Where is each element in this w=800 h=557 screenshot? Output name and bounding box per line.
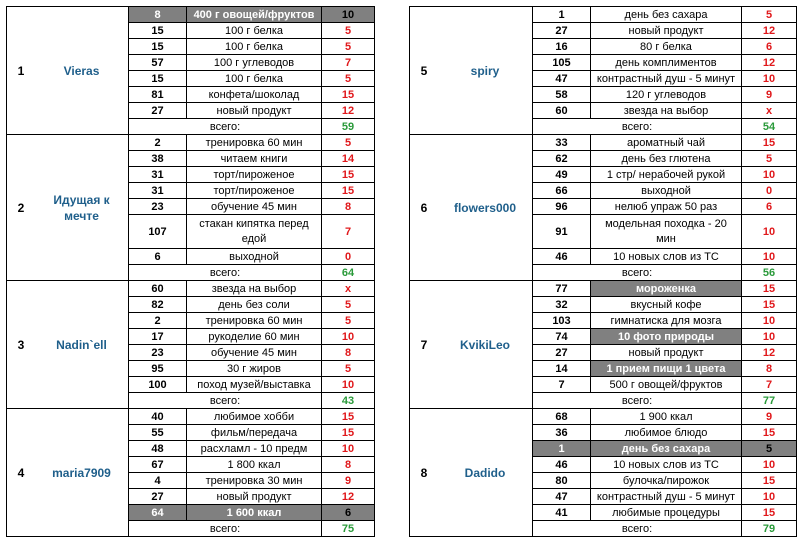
participant-name: Идущая к мечте — [53, 192, 110, 223]
task-points: 8 — [322, 199, 375, 215]
task-code: 2 — [129, 135, 187, 151]
task-name: нелюб упраж 50 раз — [591, 199, 742, 215]
task-name: фильм/передача — [187, 425, 322, 441]
task-name: поход музей/выставка — [187, 377, 322, 393]
participant-number: 5 — [420, 63, 428, 78]
task-code: 27 — [533, 23, 591, 39]
task-points: 5 — [322, 39, 375, 55]
task-code: 47 — [533, 71, 591, 87]
task-name: день без сахара — [591, 441, 742, 457]
participant-number: 3 — [17, 337, 25, 352]
task-points: 10 — [742, 329, 797, 345]
task-code: 47 — [533, 489, 591, 505]
participant-cell — [7, 409, 129, 537]
task-name: звезда на выбор — [591, 103, 742, 119]
task-name: 1 600 ккал — [187, 505, 322, 521]
task-code: 80 — [533, 473, 591, 489]
task-row — [410, 7, 797, 23]
task-points: 7 — [742, 377, 797, 393]
task-code: 95 — [129, 361, 187, 377]
total-value: 43 — [322, 393, 375, 409]
task-points: 10 — [742, 215, 797, 249]
task-points: 10 — [322, 7, 375, 23]
task-name: мороженка — [591, 281, 742, 297]
task-points: 15 — [742, 135, 797, 151]
task-code: 1 — [533, 7, 591, 23]
participant-name: maria7909 — [52, 465, 111, 480]
total-value: 77 — [742, 393, 797, 409]
task-code: 57 — [129, 55, 187, 71]
task-name: тренировка 60 мин — [187, 135, 322, 151]
task-code: 60 — [533, 103, 591, 119]
task-points: 6 — [742, 199, 797, 215]
task-points: 7 — [322, 215, 375, 249]
task-name: 10 новых слов из ТС — [591, 249, 742, 265]
participant-name: flowers000 — [453, 200, 517, 215]
task-code: 6 — [129, 249, 187, 265]
task-code: 46 — [533, 249, 591, 265]
task-name: 100 г белка — [187, 23, 322, 39]
task-name: тренировка 60 мин — [187, 313, 322, 329]
task-name: вкусный кофе — [591, 297, 742, 313]
task-name: торт/пироженое — [187, 167, 322, 183]
task-code: 40 — [129, 409, 187, 425]
total-label: всего: — [533, 521, 742, 537]
participant-name: Vieras — [63, 63, 100, 78]
task-name: 10 фото природы — [591, 329, 742, 345]
task-code: 91 — [533, 215, 591, 249]
task-points: 14 — [322, 151, 375, 167]
task-name: 1 900 ккал — [591, 409, 742, 425]
participant-cell — [7, 7, 129, 135]
participant-name: Dadido — [464, 465, 506, 480]
task-points: x — [742, 103, 797, 119]
task-code: 4 — [129, 473, 187, 489]
participant-cell — [410, 409, 533, 537]
task-name: 10 новых слов из ТС — [591, 457, 742, 473]
task-row — [7, 7, 375, 23]
task-code: 23 — [129, 199, 187, 215]
total-label: всего: — [129, 265, 322, 281]
task-points: 5 — [322, 313, 375, 329]
task-name: рукоделие 60 мин — [187, 329, 322, 345]
total-label: всего: — [129, 119, 322, 135]
task-name: обучение 45 мин — [187, 345, 322, 361]
task-code: 55 — [129, 425, 187, 441]
task-code: 103 — [533, 313, 591, 329]
task-code: 100 — [129, 377, 187, 393]
task-name: день без сахара — [591, 7, 742, 23]
task-name: день комплиментов — [591, 55, 742, 71]
task-points: 5 — [322, 135, 375, 151]
task-name: новый продукт — [591, 23, 742, 39]
task-code: 32 — [533, 297, 591, 313]
participant-number: 1 — [17, 63, 25, 78]
task-name: любимое блюдо — [591, 425, 742, 441]
participant-number: 8 — [420, 465, 428, 480]
task-points: 15 — [322, 183, 375, 199]
task-points: 15 — [742, 425, 797, 441]
task-name: ароматный чай — [591, 135, 742, 151]
task-code: 67 — [129, 457, 187, 473]
participant-name: KvikiLeo — [459, 337, 510, 352]
task-code: 2 — [129, 313, 187, 329]
task-code: 1 — [533, 441, 591, 457]
task-code: 15 — [129, 71, 187, 87]
task-code: 36 — [533, 425, 591, 441]
task-name: новый продукт — [591, 345, 742, 361]
task-code: 49 — [533, 167, 591, 183]
task-name: обучение 45 мин — [187, 199, 322, 215]
task-points: 12 — [742, 23, 797, 39]
task-code: 31 — [129, 167, 187, 183]
task-name: 500 г овощей/фруктов — [591, 377, 742, 393]
task-points: 5 — [742, 7, 797, 23]
task-name: 100 г белка — [187, 39, 322, 55]
task-code: 33 — [533, 135, 591, 151]
total-label: всего: — [533, 265, 742, 281]
task-code: 15 — [129, 23, 187, 39]
task-points: 5 — [322, 297, 375, 313]
task-points: 15 — [322, 409, 375, 425]
participant-name: Nadin`ell — [56, 337, 107, 352]
total-value: 79 — [742, 521, 797, 537]
task-points: 8 — [742, 361, 797, 377]
task-name: контрастный душ - 5 минут — [591, 71, 742, 87]
scoreboard-left — [6, 6, 375, 537]
task-code: 31 — [129, 183, 187, 199]
task-points: 15 — [322, 167, 375, 183]
task-name: день без соли — [187, 297, 322, 313]
task-name: 1 800 ккал — [187, 457, 322, 473]
task-points: x — [322, 281, 375, 297]
task-code: 74 — [533, 329, 591, 345]
task-points: 7 — [322, 55, 375, 71]
task-code: 15 — [129, 39, 187, 55]
task-row — [410, 135, 797, 151]
task-code: 62 — [533, 151, 591, 167]
task-name: тренировка 30 мин — [187, 473, 322, 489]
task-points: 6 — [742, 39, 797, 55]
total-label: всего: — [129, 393, 322, 409]
task-points: 10 — [742, 249, 797, 265]
task-name: стакан кипятка перед едой — [187, 215, 322, 249]
task-points: 5 — [742, 441, 797, 457]
participant-cell — [7, 135, 129, 281]
task-code: 14 — [533, 361, 591, 377]
task-points: 9 — [742, 87, 797, 103]
task-points: 10 — [742, 457, 797, 473]
participant-cell — [410, 7, 533, 135]
task-code: 58 — [533, 87, 591, 103]
participant-cell — [410, 281, 533, 409]
task-points: 10 — [742, 167, 797, 183]
task-points: 9 — [322, 473, 375, 489]
task-points: 10 — [742, 313, 797, 329]
task-row — [7, 409, 375, 425]
total-label: всего: — [533, 393, 742, 409]
task-row — [410, 281, 797, 297]
total-value: 54 — [742, 119, 797, 135]
task-row — [7, 135, 375, 151]
task-points: 15 — [742, 297, 797, 313]
task-name: 30 г жиров — [187, 361, 322, 377]
task-code: 17 — [129, 329, 187, 345]
task-code: 105 — [533, 55, 591, 71]
participant-cell — [410, 135, 533, 281]
task-points: 5 — [322, 23, 375, 39]
task-points: 15 — [742, 505, 797, 521]
task-code: 81 — [129, 87, 187, 103]
task-code: 60 — [129, 281, 187, 297]
task-name: 1 стр/ нерабочей рукой — [591, 167, 742, 183]
task-points: 15 — [322, 87, 375, 103]
task-points: 10 — [322, 329, 375, 345]
task-points: 8 — [322, 345, 375, 361]
participant-number: 4 — [17, 465, 25, 480]
participant-cell — [7, 281, 129, 409]
task-code: 66 — [533, 183, 591, 199]
task-points: 5 — [322, 361, 375, 377]
task-name: булочка/пирожок — [591, 473, 742, 489]
scoreboard-right — [409, 6, 797, 537]
task-code: 107 — [129, 215, 187, 249]
task-points: 10 — [322, 441, 375, 457]
task-code: 27 — [129, 489, 187, 505]
task-points: 15 — [742, 281, 797, 297]
total-label: всего: — [533, 119, 742, 135]
task-name: читаем книги — [187, 151, 322, 167]
task-code: 77 — [533, 281, 591, 297]
task-points: 5 — [322, 71, 375, 87]
task-name: 80 г белка — [591, 39, 742, 55]
task-name: выходной — [187, 249, 322, 265]
task-points: 6 — [322, 505, 375, 521]
task-points: 8 — [322, 457, 375, 473]
task-name: контрастный душ - 5 минут — [591, 489, 742, 505]
task-name: выходной — [591, 183, 742, 199]
task-name: новый продукт — [187, 103, 322, 119]
task-code: 68 — [533, 409, 591, 425]
task-code: 96 — [533, 199, 591, 215]
task-points: 0 — [322, 249, 375, 265]
task-points: 0 — [742, 183, 797, 199]
task-code: 41 — [533, 505, 591, 521]
task-code: 7 — [533, 377, 591, 393]
task-name: 400 г овощей/фруктов — [187, 7, 322, 23]
task-name: день без глютена — [591, 151, 742, 167]
task-points: 15 — [742, 473, 797, 489]
task-name: 1 прием пищи 1 цвета — [591, 361, 742, 377]
task-name: 100 г белка — [187, 71, 322, 87]
task-row — [410, 409, 797, 425]
participant-number: 6 — [420, 200, 428, 215]
total-value: 59 — [322, 119, 375, 135]
participant-name: spiry — [470, 63, 500, 78]
task-code: 82 — [129, 297, 187, 313]
task-name: гимнатиска для мозга — [591, 313, 742, 329]
task-name: 120 г углеводов — [591, 87, 742, 103]
task-name: модельная походка - 20 мин — [591, 215, 742, 249]
task-points: 10 — [742, 489, 797, 505]
total-value: 64 — [322, 265, 375, 281]
task-code: 64 — [129, 505, 187, 521]
task-code: 27 — [533, 345, 591, 361]
task-points: 12 — [742, 345, 797, 361]
task-name: звезда на выбор — [187, 281, 322, 297]
task-row — [7, 281, 375, 297]
task-code: 27 — [129, 103, 187, 119]
task-code: 38 — [129, 151, 187, 167]
task-points: 10 — [742, 71, 797, 87]
task-code: 48 — [129, 441, 187, 457]
participant-number: 2 — [17, 200, 25, 215]
task-name: 100 г углеводов — [187, 55, 322, 71]
task-code: 46 — [533, 457, 591, 473]
task-name: любимое хобби — [187, 409, 322, 425]
task-name: расхламл - 10 предм — [187, 441, 322, 457]
task-name: торт/пироженое — [187, 183, 322, 199]
task-name: конфета/шоколад — [187, 87, 322, 103]
total-value: 75 — [322, 521, 375, 537]
task-points: 5 — [742, 151, 797, 167]
task-points: 15 — [322, 425, 375, 441]
task-code: 16 — [533, 39, 591, 55]
task-name: любимые процедуры — [591, 505, 742, 521]
task-code: 23 — [129, 345, 187, 361]
task-code: 8 — [129, 7, 187, 23]
task-points: 12 — [322, 103, 375, 119]
task-points: 12 — [322, 489, 375, 505]
total-value: 56 — [742, 265, 797, 281]
task-points: 10 — [322, 377, 375, 393]
task-points: 9 — [742, 409, 797, 425]
total-label: всего: — [129, 521, 322, 537]
task-points: 12 — [742, 55, 797, 71]
participant-number: 7 — [420, 337, 428, 352]
task-name: новый продукт — [187, 489, 322, 505]
